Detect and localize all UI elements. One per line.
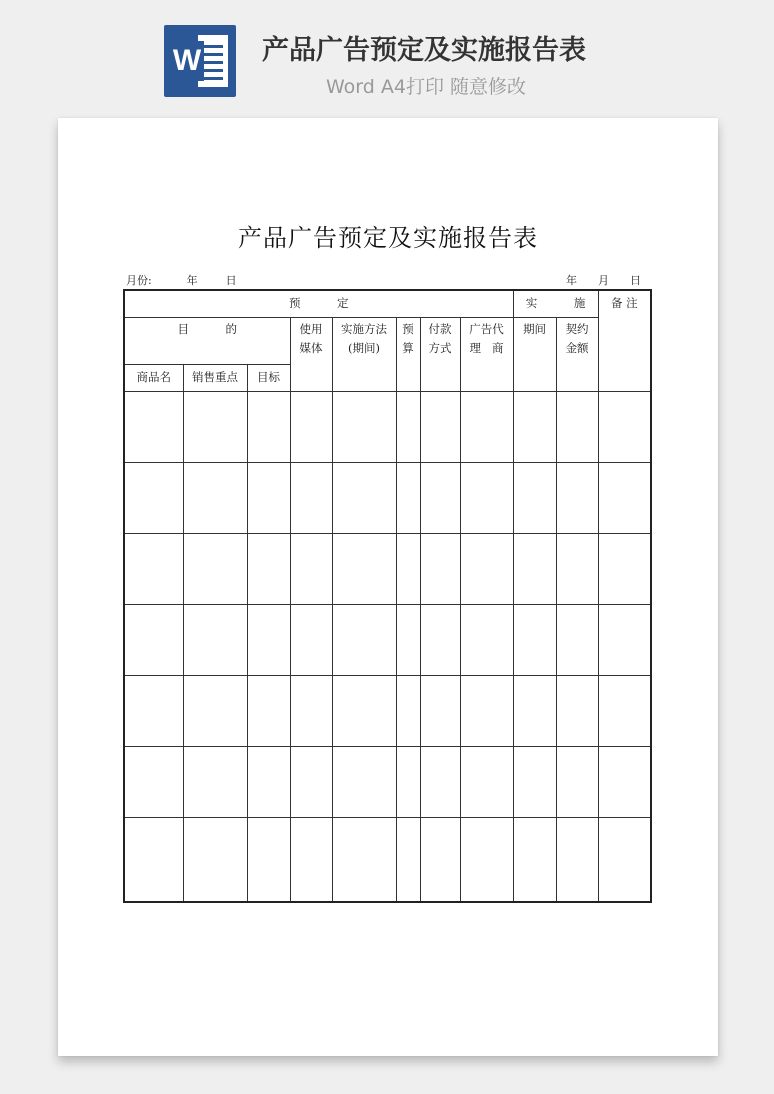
table-cell[interactable] — [420, 675, 460, 746]
table-cell[interactable] — [513, 391, 556, 462]
word-letter: W — [170, 41, 204, 81]
product-name-header: 商品名 — [124, 364, 183, 391]
table-cell[interactable] — [460, 604, 513, 675]
table-cell[interactable] — [332, 533, 396, 604]
table-cell[interactable] — [460, 391, 513, 462]
table-cell[interactable] — [556, 533, 598, 604]
remarks-header: 备 注 — [598, 290, 651, 391]
table-cell[interactable] — [556, 746, 598, 817]
report-date-field: 年 月 日 — [566, 274, 641, 287]
target-header: 目标 — [247, 364, 290, 391]
table-cell[interactable] — [460, 817, 513, 902]
table-cell[interactable] — [332, 604, 396, 675]
table-cell[interactable] — [183, 675, 247, 746]
table-row — [124, 817, 651, 902]
table-cell[interactable] — [513, 817, 556, 902]
table-row — [124, 604, 651, 675]
budget-header: 预 算 — [396, 317, 420, 391]
document-title: 产品广告预定及实施报告表 — [238, 224, 538, 252]
table-row — [124, 391, 651, 462]
table-cell[interactable] — [420, 817, 460, 902]
report-table — [123, 289, 652, 903]
table-cell[interactable] — [124, 675, 183, 746]
table-cell[interactable] — [183, 533, 247, 604]
table-cell[interactable] — [513, 675, 556, 746]
table-cell[interactable] — [396, 604, 420, 675]
table-cell[interactable] — [290, 462, 332, 533]
table-cell[interactable] — [460, 533, 513, 604]
header — [0, 0, 774, 110]
table-cell[interactable] — [556, 604, 598, 675]
table-cell[interactable] — [290, 746, 332, 817]
plan-group-header: 预 定 — [124, 290, 513, 317]
table-cell[interactable] — [598, 391, 651, 462]
table-cell[interactable] — [247, 675, 290, 746]
table-cell[interactable] — [183, 817, 247, 902]
table-cell[interactable] — [420, 533, 460, 604]
table-cell[interactable] — [396, 391, 420, 462]
table-cell[interactable] — [556, 391, 598, 462]
table-cell[interactable] — [247, 746, 290, 817]
table-cell[interactable] — [183, 391, 247, 462]
table-cell[interactable] — [124, 746, 183, 817]
table-cell[interactable] — [247, 533, 290, 604]
document-page — [58, 118, 718, 1056]
table-cell[interactable] — [396, 462, 420, 533]
table-cell[interactable] — [247, 817, 290, 902]
table-cell[interactable] — [598, 746, 651, 817]
table-cell[interactable] — [396, 746, 420, 817]
media-header: 使用 媒体 — [290, 317, 332, 391]
table-cell[interactable] — [290, 391, 332, 462]
table-cell[interactable] — [396, 533, 420, 604]
table-cell[interactable] — [183, 604, 247, 675]
table-cell[interactable] — [396, 817, 420, 902]
table-cell[interactable] — [420, 462, 460, 533]
table-cell[interactable] — [247, 462, 290, 533]
table-cell[interactable] — [332, 746, 396, 817]
table-cell[interactable] — [290, 533, 332, 604]
table-cell[interactable] — [420, 746, 460, 817]
column-header-row — [124, 317, 651, 364]
method-header: 实施方法 (期间) — [332, 317, 396, 391]
table-cell[interactable] — [290, 675, 332, 746]
table-row — [124, 533, 651, 604]
table-cell[interactable] — [598, 675, 651, 746]
table-cell[interactable] — [332, 462, 396, 533]
table-cell[interactable] — [290, 604, 332, 675]
sales-focus-header: 销售重点 — [183, 364, 247, 391]
table-row — [124, 746, 651, 817]
table-cell[interactable] — [556, 675, 598, 746]
table-cell[interactable] — [183, 462, 247, 533]
table-body — [124, 391, 651, 902]
table-cell[interactable] — [513, 462, 556, 533]
table-cell[interactable] — [513, 533, 556, 604]
table-cell[interactable] — [396, 675, 420, 746]
table-cell[interactable] — [124, 462, 183, 533]
period-header: 期间 — [513, 317, 556, 391]
table-cell[interactable] — [124, 604, 183, 675]
table-cell[interactable] — [598, 604, 651, 675]
table-row — [124, 462, 651, 533]
table-cell[interactable] — [332, 817, 396, 902]
table-cell[interactable] — [332, 391, 396, 462]
payment-header: 付款 方式 — [420, 317, 460, 391]
table-cell[interactable] — [183, 746, 247, 817]
table-cell[interactable] — [460, 462, 513, 533]
execution-group-header: 实 施 — [513, 290, 598, 317]
table-cell[interactable] — [598, 817, 651, 902]
table-cell[interactable] — [290, 817, 332, 902]
table-cell[interactable] — [598, 533, 651, 604]
month-date-field: 月份: 年 日 — [126, 274, 237, 287]
group-header-row — [124, 290, 651, 317]
table-cell[interactable] — [513, 746, 556, 817]
agency-header: 广告代 理 商 — [460, 317, 513, 391]
table-cell[interactable] — [460, 746, 513, 817]
table-cell[interactable] — [556, 817, 598, 902]
table-cell[interactable] — [556, 462, 598, 533]
table-cell[interactable] — [247, 604, 290, 675]
table-cell[interactable] — [513, 604, 556, 675]
table-cell[interactable] — [420, 391, 460, 462]
table-cell[interactable] — [124, 391, 183, 462]
table-cell[interactable] — [598, 462, 651, 533]
header-title: 产品广告预定及实施报告表 — [262, 35, 586, 66]
contract-amount-header: 契约 金额 — [556, 317, 598, 391]
table-cell[interactable] — [124, 817, 183, 902]
table-cell[interactable] — [247, 391, 290, 462]
table-row — [124, 675, 651, 746]
table-cell[interactable] — [124, 533, 183, 604]
word-icon — [164, 25, 236, 97]
table-cell[interactable] — [420, 604, 460, 675]
table-cell[interactable] — [332, 675, 396, 746]
header-subtitle: Word A4打印 随意修改 — [326, 76, 527, 98]
table-cell[interactable] — [460, 675, 513, 746]
purpose-header: 目 的 — [124, 317, 290, 364]
